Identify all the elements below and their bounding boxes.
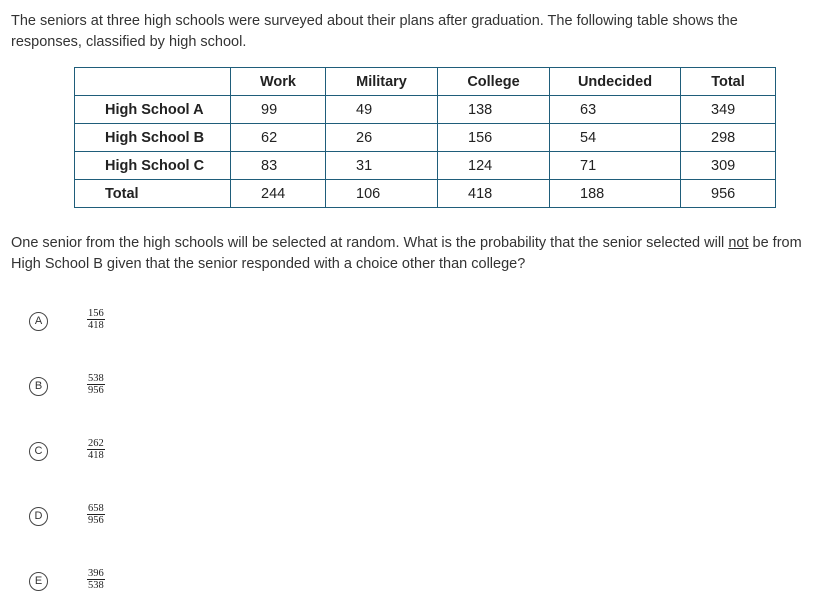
table-row-total: [75, 180, 776, 208]
answer-choice-c[interactable]: [29, 438, 229, 471]
choice-fraction-b: [87, 373, 105, 396]
table-row-school-b: [75, 124, 776, 152]
cell-work: 83: [231, 152, 326, 180]
question-text: [11, 233, 816, 275]
header-corner: [75, 68, 231, 96]
cell-undecided: 71: [550, 152, 681, 180]
choice-letter-e[interactable]: E: [29, 572, 48, 591]
answer-choice-d[interactable]: [29, 503, 229, 536]
cell-military: 49: [326, 96, 438, 124]
choice-letter-d[interactable]: D: [29, 507, 48, 526]
header-work: Work: [231, 68, 326, 96]
header-total: Total: [681, 68, 776, 96]
fraction-numerator: 658: [88, 503, 104, 514]
choice-fraction-a: [87, 308, 105, 331]
cell-military: 31: [326, 152, 438, 180]
row-label: High School A: [75, 96, 231, 124]
table-row-school-c: [75, 152, 776, 180]
fraction-numerator: 262: [88, 438, 104, 449]
question-text-after: be from High School B given that the senior responded with a choice other than college?: [11, 235, 802, 272]
choice-letter-c[interactable]: C: [29, 442, 48, 461]
row-label: High School B: [75, 124, 231, 152]
cell-college: 138: [438, 96, 550, 124]
header-undecided: Undecided: [550, 68, 681, 96]
cell-undecided: 63: [550, 96, 681, 124]
cell-total: 298: [681, 124, 776, 152]
cell-college: 418: [438, 180, 550, 208]
choice-fraction-c: [87, 438, 105, 461]
cell-work: 99: [231, 96, 326, 124]
cell-college: 124: [438, 152, 550, 180]
question-intro: The seniors at three high schools were surveyed about their plans after graduation. The following table shows the responses, classified by high school.: [11, 13, 738, 50]
question-emphasis: not: [728, 235, 749, 251]
answer-choice-e[interactable]: [29, 568, 229, 601]
cell-college: 156: [438, 124, 550, 152]
fraction-denominator: 418: [88, 450, 104, 461]
cell-total: 349: [681, 96, 776, 124]
cell-undecided: 54: [550, 124, 681, 152]
choice-fraction-e: [87, 568, 105, 591]
header-military: Military: [326, 68, 438, 96]
fraction-numerator: 156: [88, 308, 104, 319]
table-header-row: [75, 68, 776, 96]
cell-military: 26: [326, 124, 438, 152]
answer-choice-a[interactable]: [29, 308, 229, 341]
row-label: Total: [75, 180, 231, 208]
choice-letter-b[interactable]: B: [29, 377, 48, 396]
header-college: College: [438, 68, 550, 96]
fraction-numerator: 396: [88, 568, 104, 579]
choice-letter-a[interactable]: A: [29, 312, 48, 331]
cell-undecided: 188: [550, 180, 681, 208]
fraction-denominator: 418: [88, 320, 104, 331]
question-text-before: One senior from the high schools will be selected at random. What is the probability that the senior selected will: [11, 235, 729, 251]
table-row-school-a: [75, 96, 776, 124]
fraction-numerator: 538: [88, 373, 104, 384]
cell-work: 244: [231, 180, 326, 208]
cell-military: 106: [326, 180, 438, 208]
fraction-denominator: 956: [88, 515, 104, 526]
cell-total: 956: [681, 180, 776, 208]
answer-choice-b[interactable]: [29, 373, 229, 406]
fraction-denominator: 956: [88, 385, 104, 396]
choice-fraction-d: [87, 503, 105, 526]
survey-table: [74, 67, 776, 208]
cell-total: 309: [681, 152, 776, 180]
fraction-denominator: 538: [88, 580, 104, 591]
cell-work: 62: [231, 124, 326, 152]
row-label: High School C: [75, 152, 231, 180]
